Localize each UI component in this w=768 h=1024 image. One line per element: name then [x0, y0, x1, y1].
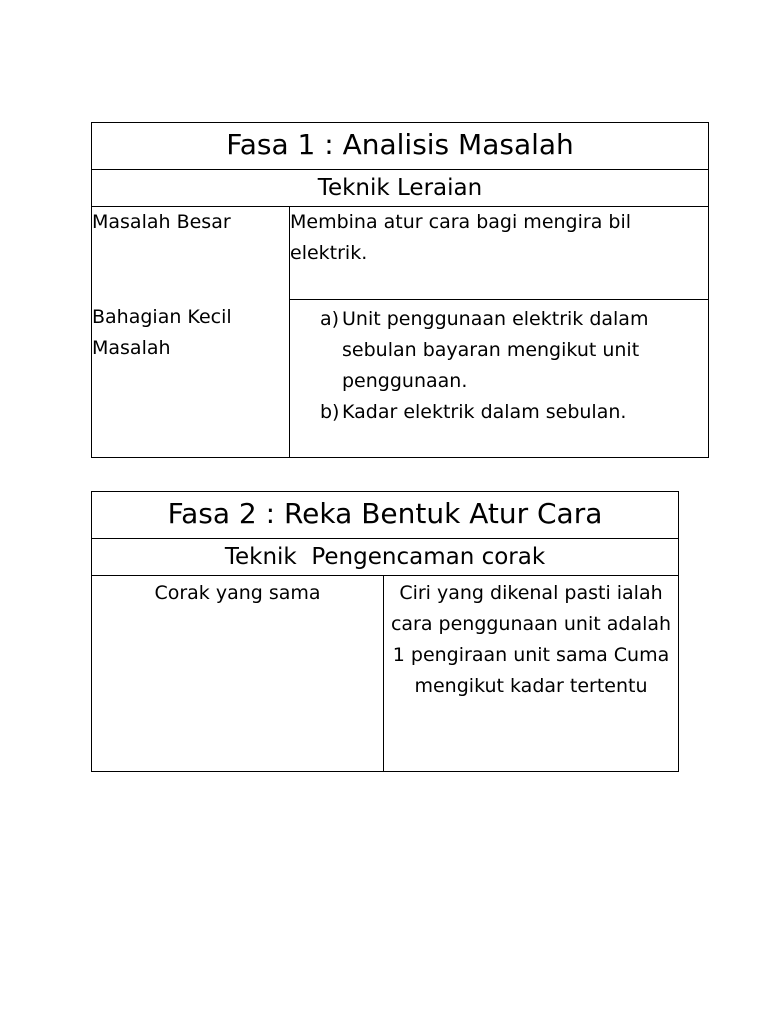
- fasa2-title: Fasa 2 : Reka Bentuk Atur Cara: [92, 492, 679, 539]
- ciri-dikenal-pasti: Ciri yang dikenal pasti ialah cara penggunaan unit adalah 1 pengiraan unit sama Cuma mengikut kadar tertentu: [384, 576, 679, 772]
- list-item: [320, 397, 702, 428]
- list-marker: a): [320, 308, 340, 330]
- masalah-besar-label: Masalah Besar: [92, 211, 231, 233]
- masalah-besar-value: Membina atur cara bagi mengira bil elektrik.: [290, 207, 709, 300]
- list-text: Kadar elektrik dalam sebulan.: [342, 401, 627, 423]
- list-item: [320, 304, 702, 397]
- list-marker: b): [320, 401, 340, 423]
- fasa1-left-column: [92, 207, 290, 458]
- fasa1-subtitle: Teknik Leraian: [92, 170, 709, 207]
- list-text: Unit penggunaan elektrik dalam sebulan bayaran mengikut unit penggunaan.: [342, 308, 649, 392]
- bahagian-kecil-label: Bahagian Kecil Masalah: [92, 306, 232, 359]
- fasa1-table: [91, 122, 709, 458]
- bahagian-kecil-list-cell: [290, 300, 709, 458]
- bahagian-kecil-list: [290, 304, 708, 428]
- corak-sama-label: Corak yang sama: [92, 576, 384, 772]
- fasa2-table: [91, 491, 679, 772]
- fasa1-title: Fasa 1 : Analisis Masalah: [92, 123, 709, 170]
- fasa2-subtitle: Teknik Pengencaman corak: [92, 539, 679, 576]
